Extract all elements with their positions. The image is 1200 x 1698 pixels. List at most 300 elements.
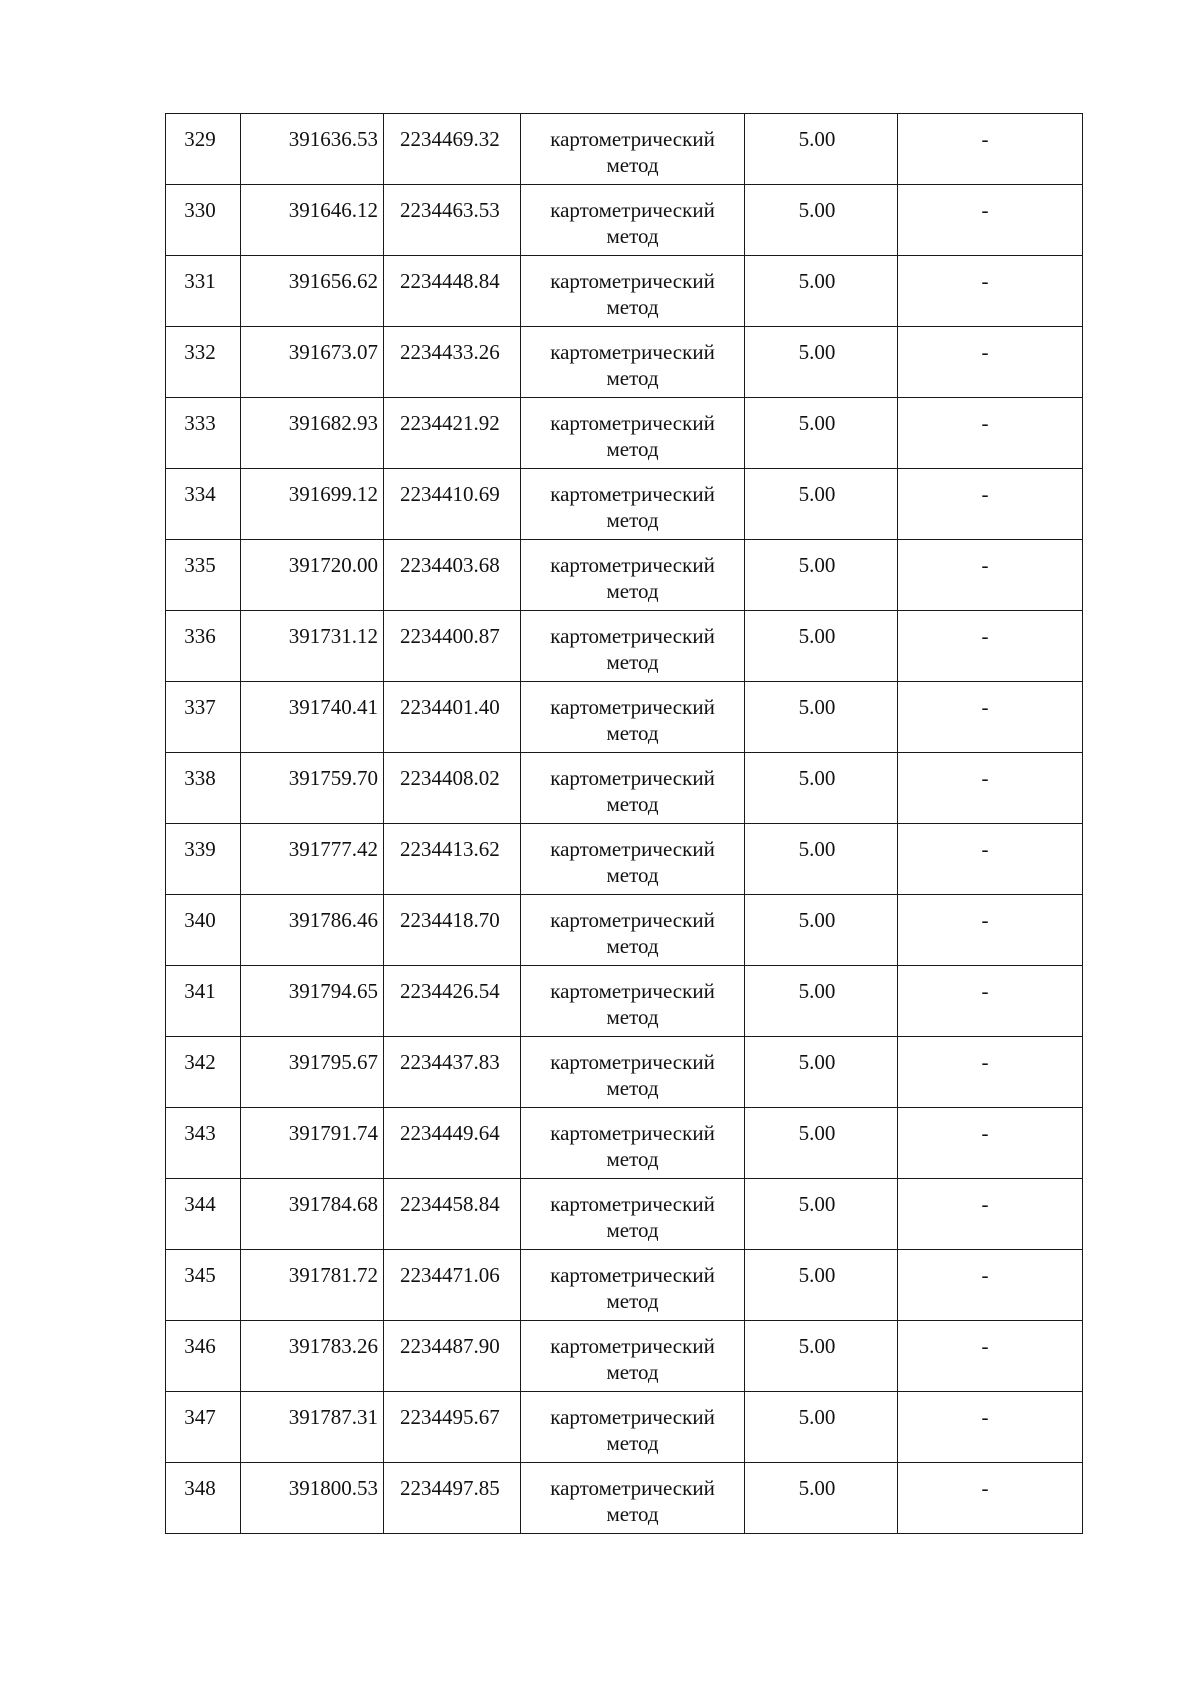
point-number-cell: [166, 1108, 241, 1179]
point-number-cell: [166, 114, 241, 185]
table-row: [166, 185, 1083, 256]
point-number-cell: [166, 1179, 241, 1250]
method-text: [521, 469, 744, 533]
accuracy-text: 5.00: [798, 553, 836, 577]
description-text: -: [981, 766, 989, 790]
table-row: [166, 1179, 1083, 1250]
method-text: [521, 1321, 744, 1385]
y-coordinate-text: 2234463.53: [400, 198, 500, 222]
description-text: -: [981, 1334, 989, 1358]
method-text-line: метод: [606, 508, 659, 532]
point-number-cell: [166, 895, 241, 966]
accuracy-text: 5.00: [798, 1334, 836, 1358]
point-number-text: 332: [184, 340, 216, 364]
method-text: [521, 185, 744, 249]
y-coordinate-cell: [384, 1392, 521, 1463]
y-coordinate-cell: [384, 1037, 521, 1108]
method-text: [521, 114, 744, 178]
point-number-cell: [166, 1037, 241, 1108]
point-number-text: 335: [184, 553, 216, 577]
method-text-line: метод: [606, 1289, 659, 1313]
method-cell: [521, 185, 745, 256]
method-cell: [521, 469, 745, 540]
table-row: [166, 114, 1083, 185]
y-coordinate-cell: [384, 185, 521, 256]
accuracy-cell: [745, 611, 898, 682]
method-text-line: метод: [606, 792, 659, 816]
description-text: -: [981, 1121, 989, 1145]
table-row: [166, 1392, 1083, 1463]
description-text: -: [981, 624, 989, 648]
accuracy-cell: [745, 753, 898, 824]
method-text: [521, 682, 744, 746]
method-text: [521, 611, 744, 675]
description-text: -: [981, 269, 989, 293]
coordinates-table-body: [166, 114, 1083, 1534]
y-coordinate-text: 2234458.84: [400, 1192, 500, 1216]
y-coordinate-text: 2234418.70: [400, 908, 500, 932]
accuracy-cell: [745, 1250, 898, 1321]
coordinates-table: [165, 113, 1083, 1534]
x-coordinate-text: 391673.07: [288, 340, 378, 364]
method-text-line: картометрический: [550, 482, 715, 506]
point-number-text: 333: [184, 411, 216, 435]
y-coordinate-text: 2234449.64: [400, 1121, 500, 1145]
point-number-cell: [166, 824, 241, 895]
x-coordinate-cell: [241, 1392, 384, 1463]
point-number-cell: [166, 1250, 241, 1321]
point-number-text: 346: [184, 1334, 216, 1358]
method-cell: [521, 1179, 745, 1250]
y-coordinate-text: 2234400.87: [400, 624, 500, 648]
description-text: -: [981, 1263, 989, 1287]
description-cell: [898, 1392, 1083, 1463]
point-number-cell: [166, 327, 241, 398]
accuracy-text: 5.00: [798, 127, 836, 151]
x-coordinate-cell: [241, 1037, 384, 1108]
accuracy-text: 5.00: [798, 1121, 836, 1145]
point-number-cell: [166, 540, 241, 611]
description-text: -: [981, 127, 989, 151]
x-coordinate-cell: [241, 114, 384, 185]
accuracy-cell: [745, 1463, 898, 1534]
point-number-text: 344: [184, 1192, 216, 1216]
y-coordinate-cell: [384, 540, 521, 611]
description-cell: [898, 1463, 1083, 1534]
y-coordinate-cell: [384, 398, 521, 469]
method-text: [521, 1250, 744, 1314]
description-cell: [898, 114, 1083, 185]
accuracy-text: 5.00: [798, 1192, 836, 1216]
method-cell: [521, 753, 745, 824]
x-coordinate-text: 391800.53: [288, 1476, 378, 1500]
point-number-cell: [166, 469, 241, 540]
method-cell: [521, 256, 745, 327]
table-row: [166, 611, 1083, 682]
y-coordinate-cell: [384, 1250, 521, 1321]
method-cell: [521, 327, 745, 398]
table-row: [166, 1108, 1083, 1179]
x-coordinate-cell: [241, 327, 384, 398]
method-cell: [521, 398, 745, 469]
accuracy-cell: [745, 1037, 898, 1108]
accuracy-text: 5.00: [798, 411, 836, 435]
y-coordinate-text: 2234410.69: [400, 482, 500, 506]
point-number-text: 339: [184, 837, 216, 861]
method-text-line: метод: [606, 295, 659, 319]
x-coordinate-text: 391795.67: [288, 1050, 378, 1074]
point-number-text: 336: [184, 624, 216, 648]
method-text-line: метод: [606, 721, 659, 745]
method-text-line: картометрический: [550, 553, 715, 577]
x-coordinate-cell: [241, 540, 384, 611]
description-text: -: [981, 198, 989, 222]
method-cell: [521, 1037, 745, 1108]
method-text-line: метод: [606, 1218, 659, 1242]
accuracy-text: 5.00: [798, 340, 836, 364]
method-text-line: картометрический: [550, 908, 715, 932]
description-cell: [898, 682, 1083, 753]
table-row: [166, 895, 1083, 966]
description-text: -: [981, 1476, 989, 1500]
description-text: -: [981, 837, 989, 861]
method-text-line: метод: [606, 224, 659, 248]
method-text: [521, 1037, 744, 1101]
x-coordinate-cell: [241, 1250, 384, 1321]
accuracy-cell: [745, 114, 898, 185]
point-number-cell: [166, 966, 241, 1037]
accuracy-text: 5.00: [798, 198, 836, 222]
y-coordinate-text: 2234421.92: [400, 411, 500, 435]
method-cell: [521, 895, 745, 966]
accuracy-text: 5.00: [798, 979, 836, 1003]
method-cell: [521, 682, 745, 753]
x-coordinate-cell: [241, 185, 384, 256]
accuracy-text: 5.00: [798, 1050, 836, 1074]
accuracy-text: 5.00: [798, 1476, 836, 1500]
description-cell: [898, 824, 1083, 895]
table-row: [166, 398, 1083, 469]
description-cell: [898, 611, 1083, 682]
x-coordinate-text: 391786.46: [288, 908, 378, 932]
accuracy-text: 5.00: [798, 695, 836, 719]
x-coordinate-cell: [241, 682, 384, 753]
y-coordinate-text: 2234413.62: [400, 837, 500, 861]
x-coordinate-text: 391794.65: [288, 979, 378, 1003]
accuracy-cell: [745, 682, 898, 753]
y-coordinate-text: 2234448.84: [400, 269, 500, 293]
method-text-line: метод: [606, 153, 659, 177]
method-text-line: метод: [606, 1360, 659, 1384]
method-text: [521, 256, 744, 320]
x-coordinate-text: 391783.26: [288, 1334, 378, 1358]
method-text-line: картометрический: [550, 1050, 715, 1074]
y-coordinate-cell: [384, 1463, 521, 1534]
y-coordinate-text: 2234495.67: [400, 1405, 500, 1429]
point-number-cell: [166, 611, 241, 682]
point-number-text: 334: [184, 482, 216, 506]
description-text: -: [981, 1192, 989, 1216]
description-cell: [898, 966, 1083, 1037]
description-cell: [898, 256, 1083, 327]
method-text-line: картометрический: [550, 1121, 715, 1145]
method-text: [521, 1463, 744, 1527]
method-text-line: метод: [606, 1005, 659, 1029]
x-coordinate-text: 391777.42: [288, 837, 378, 861]
x-coordinate-cell: [241, 966, 384, 1037]
method-text-line: картометрический: [550, 1405, 715, 1429]
accuracy-cell: [745, 398, 898, 469]
method-text: [521, 824, 744, 888]
table-row: [166, 966, 1083, 1037]
description-cell: [898, 1250, 1083, 1321]
point-number-text: 343: [184, 1121, 216, 1145]
description-cell: [898, 1037, 1083, 1108]
method-cell: [521, 1250, 745, 1321]
x-coordinate-text: 391646.12: [288, 198, 378, 222]
x-coordinate-text: 391720.00: [288, 553, 378, 577]
accuracy-text: 5.00: [798, 482, 836, 506]
description-cell: [898, 398, 1083, 469]
y-coordinate-cell: [384, 1108, 521, 1179]
description-cell: [898, 1108, 1083, 1179]
point-number-text: 337: [184, 695, 216, 719]
method-text-line: метод: [606, 863, 659, 887]
point-number-text: 348: [184, 1476, 216, 1500]
description-cell: [898, 895, 1083, 966]
description-cell: [898, 327, 1083, 398]
x-coordinate-cell: [241, 1321, 384, 1392]
description-cell: [898, 185, 1083, 256]
y-coordinate-cell: [384, 1321, 521, 1392]
x-coordinate-cell: [241, 1108, 384, 1179]
method-text-line: картометрический: [550, 837, 715, 861]
method-text: [521, 895, 744, 959]
x-coordinate-cell: [241, 398, 384, 469]
table-row: [166, 753, 1083, 824]
point-number-text: 342: [184, 1050, 216, 1074]
y-coordinate-cell: [384, 824, 521, 895]
accuracy-text: 5.00: [798, 908, 836, 932]
point-number-text: 347: [184, 1405, 216, 1429]
method-text: [521, 966, 744, 1030]
method-text-line: картометрический: [550, 979, 715, 1003]
method-text-line: картометрический: [550, 1192, 715, 1216]
method-text: [521, 753, 744, 817]
y-coordinate-cell: [384, 895, 521, 966]
method-text-line: метод: [606, 366, 659, 390]
accuracy-cell: [745, 1108, 898, 1179]
x-coordinate-cell: [241, 1179, 384, 1250]
y-coordinate-text: 2234497.85: [400, 1476, 500, 1500]
y-coordinate-text: 2234471.06: [400, 1263, 500, 1287]
method-cell: [521, 114, 745, 185]
y-coordinate-text: 2234408.02: [400, 766, 500, 790]
description-cell: [898, 1321, 1083, 1392]
y-coordinate-cell: [384, 753, 521, 824]
method-text-line: картометрический: [550, 198, 715, 222]
method-text: [521, 1392, 744, 1456]
point-number-text: 330: [184, 198, 216, 222]
accuracy-cell: [745, 185, 898, 256]
table-row: [166, 682, 1083, 753]
x-coordinate-text: 391784.68: [288, 1192, 378, 1216]
y-coordinate-cell: [384, 966, 521, 1037]
point-number-cell: [166, 682, 241, 753]
x-coordinate-cell: [241, 611, 384, 682]
point-number-text: 338: [184, 766, 216, 790]
method-text-line: метод: [606, 1147, 659, 1171]
method-cell: [521, 611, 745, 682]
method-text-line: метод: [606, 437, 659, 461]
x-coordinate-cell: [241, 469, 384, 540]
description-text: -: [981, 979, 989, 1003]
accuracy-cell: [745, 895, 898, 966]
x-coordinate-text: 391791.74: [288, 1121, 378, 1145]
method-cell: [521, 1108, 745, 1179]
y-coordinate-cell: [384, 1179, 521, 1250]
table-row: [166, 1250, 1083, 1321]
method-text: [521, 1179, 744, 1243]
x-coordinate-text: 391740.41: [288, 695, 378, 719]
x-coordinate-cell: [241, 895, 384, 966]
method-text: [521, 398, 744, 462]
x-coordinate-text: 391656.62: [288, 269, 378, 293]
y-coordinate-cell: [384, 256, 521, 327]
point-number-text: 341: [184, 979, 216, 1003]
y-coordinate-cell: [384, 682, 521, 753]
y-coordinate-text: 2234433.26: [400, 340, 500, 364]
y-coordinate-cell: [384, 469, 521, 540]
point-number-cell: [166, 398, 241, 469]
x-coordinate-cell: [241, 824, 384, 895]
y-coordinate-cell: [384, 327, 521, 398]
x-coordinate-text: 391787.31: [288, 1405, 378, 1429]
table-row: [166, 824, 1083, 895]
method-text-line: картометрический: [550, 1476, 715, 1500]
accuracy-cell: [745, 327, 898, 398]
method-text-line: картометрический: [550, 127, 715, 151]
method-text-line: картометрический: [550, 695, 715, 719]
y-coordinate-text: 2234469.32: [400, 127, 500, 151]
method-text-line: метод: [606, 1431, 659, 1455]
description-cell: [898, 540, 1083, 611]
description-text: -: [981, 482, 989, 506]
x-coordinate-text: 391781.72: [288, 1263, 378, 1287]
description-text: -: [981, 411, 989, 435]
x-coordinate-cell: [241, 256, 384, 327]
point-number-cell: [166, 1321, 241, 1392]
point-number-text: 345: [184, 1263, 216, 1287]
method-text-line: картометрический: [550, 1263, 715, 1287]
point-number-cell: [166, 753, 241, 824]
table-row: [166, 256, 1083, 327]
method-cell: [521, 1392, 745, 1463]
accuracy-text: 5.00: [798, 837, 836, 861]
method-cell: [521, 540, 745, 611]
point-number-cell: [166, 1463, 241, 1534]
x-coordinate-text: 391699.12: [288, 482, 378, 506]
description-text: -: [981, 1405, 989, 1429]
method-text-line: метод: [606, 1502, 659, 1526]
method-text-line: картометрический: [550, 624, 715, 648]
accuracy-text: 5.00: [798, 1405, 836, 1429]
method-text: [521, 327, 744, 391]
table-row: [166, 469, 1083, 540]
accuracy-cell: [745, 824, 898, 895]
method-text-line: метод: [606, 579, 659, 603]
method-cell: [521, 966, 745, 1037]
accuracy-cell: [745, 1179, 898, 1250]
description-text: -: [981, 695, 989, 719]
point-number-text: 340: [184, 908, 216, 932]
method-text-line: метод: [606, 1076, 659, 1100]
method-text-line: картометрический: [550, 340, 715, 364]
method-cell: [521, 824, 745, 895]
x-coordinate-text: 391731.12: [288, 624, 378, 648]
x-coordinate-cell: [241, 1463, 384, 1534]
accuracy-cell: [745, 1321, 898, 1392]
method-text: [521, 540, 744, 604]
table-row: [166, 540, 1083, 611]
accuracy-cell: [745, 1392, 898, 1463]
y-coordinate-cell: [384, 611, 521, 682]
y-coordinate-text: 2234426.54: [400, 979, 500, 1003]
accuracy-cell: [745, 256, 898, 327]
method-text-line: картометрический: [550, 269, 715, 293]
description-text: -: [981, 1050, 989, 1074]
point-number-text: 329: [184, 127, 216, 151]
description-text: -: [981, 340, 989, 364]
table-row: [166, 1321, 1083, 1392]
description-cell: [898, 753, 1083, 824]
method-text-line: картометрический: [550, 411, 715, 435]
accuracy-cell: [745, 540, 898, 611]
y-coordinate-text: 2234437.83: [400, 1050, 500, 1074]
point-number-cell: [166, 1392, 241, 1463]
table-row: [166, 1463, 1083, 1534]
method-text-line: метод: [606, 650, 659, 674]
accuracy-cell: [745, 966, 898, 1037]
table-row: [166, 327, 1083, 398]
point-number-cell: [166, 256, 241, 327]
y-coordinate-text: 2234403.68: [400, 553, 500, 577]
description-text: -: [981, 908, 989, 932]
x-coordinate-text: 391636.53: [288, 127, 378, 151]
method-cell: [521, 1321, 745, 1392]
point-number-text: 331: [184, 269, 216, 293]
table-row: [166, 1037, 1083, 1108]
y-coordinate-cell: [384, 114, 521, 185]
method-text-line: картометрический: [550, 766, 715, 790]
method-text-line: картометрический: [550, 1334, 715, 1358]
accuracy-text: 5.00: [798, 766, 836, 790]
method-text: [521, 1108, 744, 1172]
y-coordinate-text: 2234487.90: [400, 1334, 500, 1358]
x-coordinate-text: 391682.93: [288, 411, 378, 435]
description-cell: [898, 1179, 1083, 1250]
method-cell: [521, 1463, 745, 1534]
x-coordinate-cell: [241, 753, 384, 824]
description-cell: [898, 469, 1083, 540]
description-text: -: [981, 553, 989, 577]
point-number-cell: [166, 185, 241, 256]
accuracy-cell: [745, 469, 898, 540]
accuracy-text: 5.00: [798, 1263, 836, 1287]
x-coordinate-text: 391759.70: [288, 766, 378, 790]
method-text-line: метод: [606, 934, 659, 958]
accuracy-text: 5.00: [798, 269, 836, 293]
